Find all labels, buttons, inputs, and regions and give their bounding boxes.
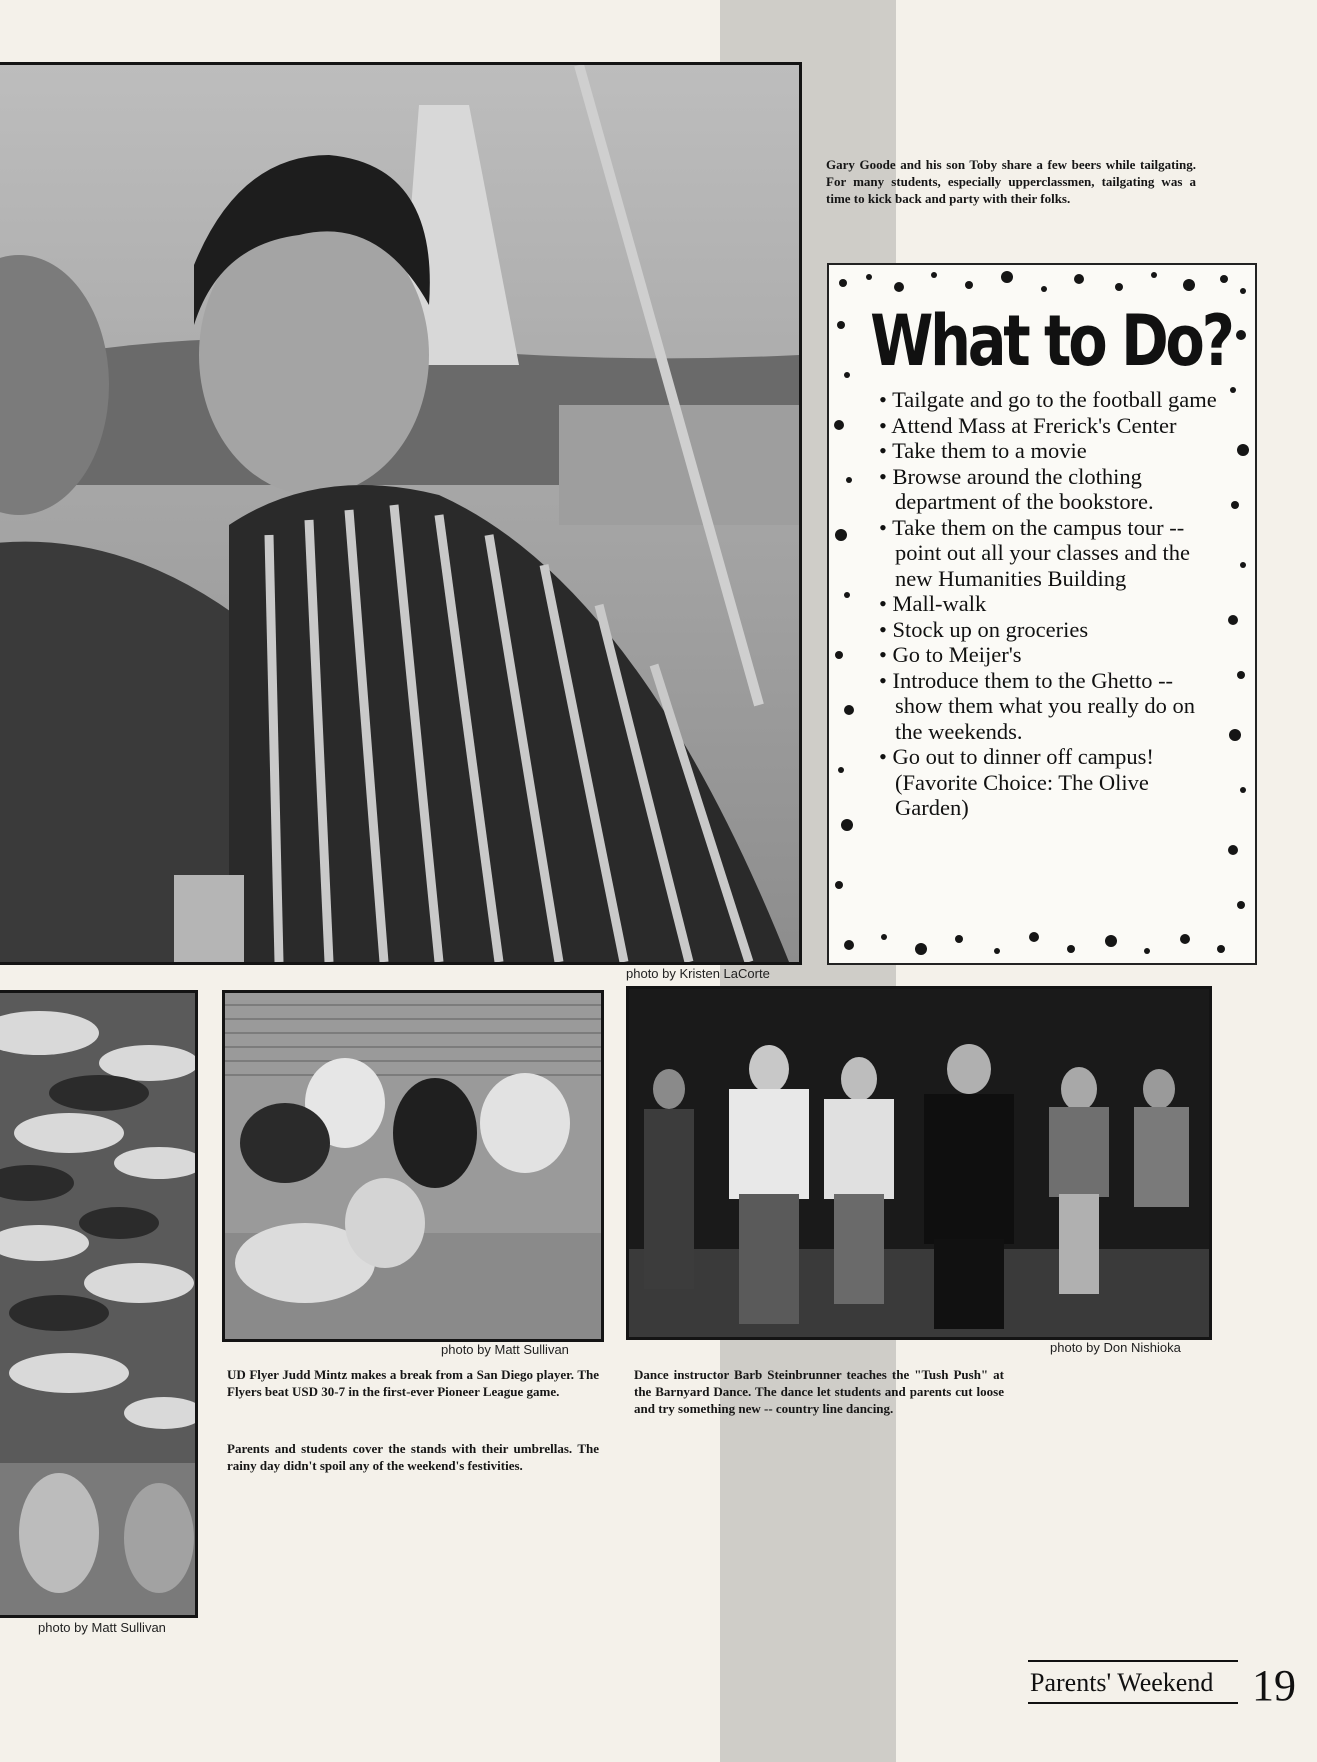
list-item: • Go to Meijer's (879, 642, 1225, 668)
list-item: • Tailgate and go to the football game (879, 387, 1225, 413)
sidebar-title: What to Do? (870, 300, 1232, 382)
umbrella-caption: Parents and students cover the stands with their umbrellas. The rainy day didn't spoil any of the weekend's festivities. (227, 1441, 599, 1473)
list-item: • Mall-walk (879, 591, 1225, 617)
dance-caption: Dance instructor Barb Steinbrunner teaches the "Tush Push" at the Barnyard Dance. The dance let students and parents cut loose and try something new -- country line dancing. (634, 1367, 1004, 1416)
list-item: • Browse around the clothing department of the bookstore. (879, 464, 1225, 515)
umbrella-photo (0, 990, 198, 1618)
what-to-do-sidebar (827, 263, 1257, 965)
section-title: Parents' Weekend (1030, 1668, 1214, 1697)
list-item: • Stock up on groceries (879, 617, 1225, 643)
page-number: 19 (1252, 1661, 1296, 1710)
main-photo-credit: photo by Kristen LaCorte (626, 966, 770, 981)
dance-photo (626, 986, 1212, 1340)
sidebar-list (857, 387, 1225, 821)
tailgate-photo (0, 62, 802, 965)
tailgate-caption: Gary Goode and his son Toby share a few beers while tailgating. For many students, especially upperclassmen, tailgating was a time to kick back and party with their folks. (826, 157, 1196, 206)
football-photo-credit: photo by Matt Sullivan (441, 1342, 569, 1357)
list-item: • Attend Mass at Frerick's Center (879, 413, 1225, 439)
football-photo (222, 990, 604, 1342)
list-item: • Introduce them to the Ghetto -- show them what you really do on the weekends. (879, 668, 1225, 745)
list-item: • Take them on the campus tour -- point out all your classes and the new Humanities Building (879, 515, 1225, 592)
footer-rule-top (1028, 1660, 1238, 1662)
list-item: • Take them to a movie (879, 438, 1225, 464)
football-caption: UD Flyer Judd Mintz makes a break from a San Diego player. The Flyers beat USD 30-7 in the first-ever Pioneer League game. (227, 1367, 599, 1399)
dance-photo-credit: photo by Don Nishioka (1050, 1340, 1181, 1355)
footer-rule-bottom (1028, 1702, 1238, 1704)
umbrella-photo-credit: photo by Matt Sullivan (38, 1620, 166, 1635)
list-item: • Go out to dinner off campus! (Favorite Choice: The Olive Garden) (879, 744, 1225, 821)
